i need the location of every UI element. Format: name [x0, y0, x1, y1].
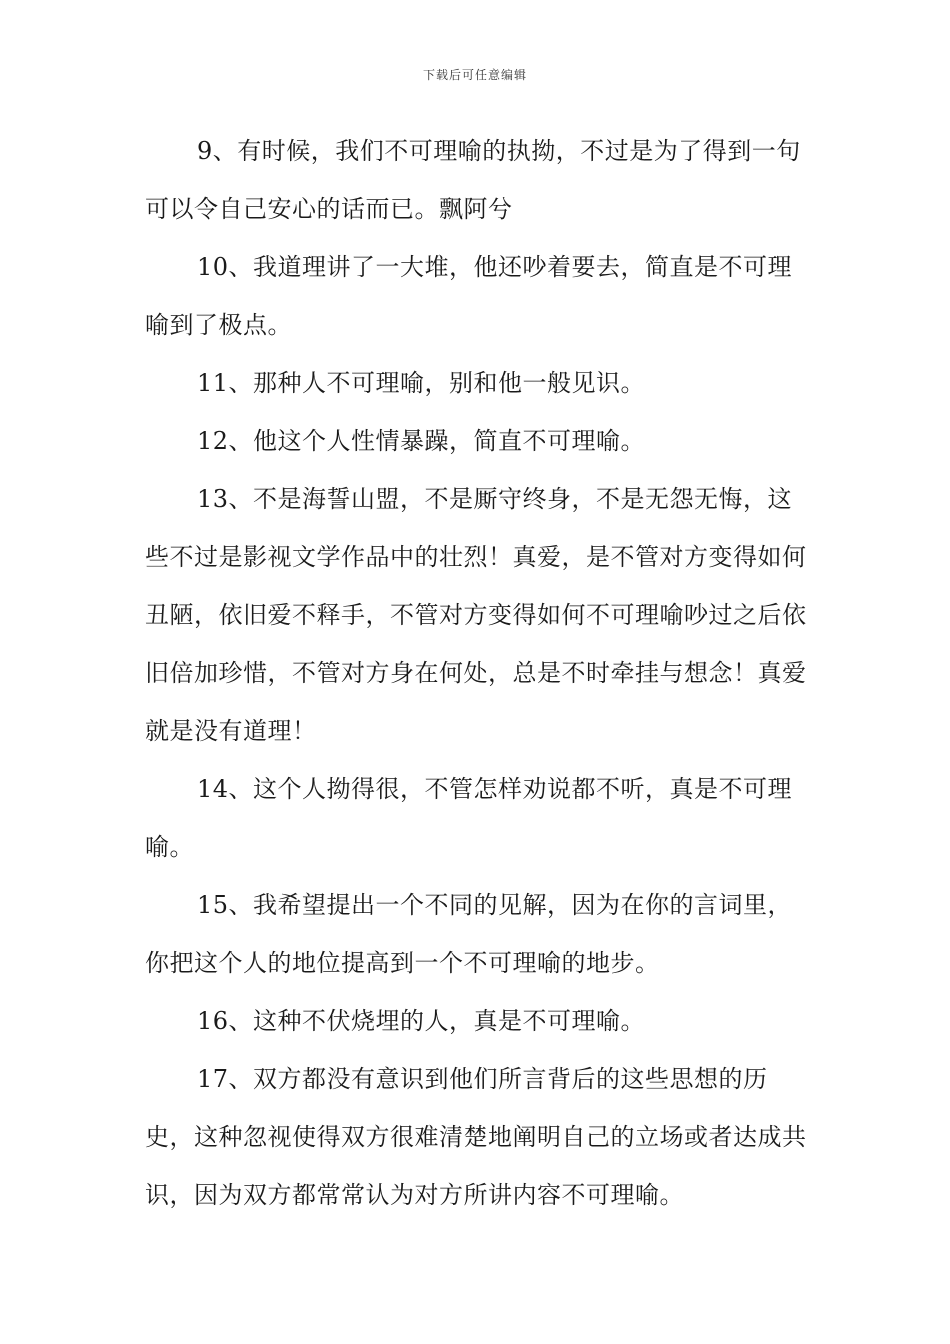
- document-body: [145, 122, 815, 1224]
- paragraph-17: 17、双方都没有意识到他们所言背后的这些思想的历史，这种忽视使得双方很难清楚地阐明自己的立场或者达成共识，因为双方都常常认为对方所讲内容不可理喻。: [145, 1065, 807, 1209]
- paragraph-13: 13、不是海誓山盟，不是厮守终身，不是无怨无悔，这些不过是影视文学作品中的壮烈！真爱，是不管对方变得如何丑陋，依旧爱不释手，不管对方变得如何不可理喻吵过之后依旧倍加珍惜，不管对方身在何处，总是不时牵挂与想念！真爱就是没有道理！: [145, 485, 807, 745]
- paragraph-12: 12、他这个人性情暴躁，简直不可理喻。: [197, 427, 646, 455]
- paragraph-15: 15、我希望提出一个不同的见解，因为在你的言词里，你把这个人的地位提高到一个不可理喻的地步。: [145, 891, 793, 977]
- paragraph-9: 9、有时候，我们不可理喻的执拗，不过是为了得到一句可以令自己安心的话而已。飘阿兮: [145, 137, 801, 223]
- paragraph-16: 16、这种不伏烧埋的人，真是不可理喻。: [197, 1007, 646, 1035]
- paragraph-10: 10、我道理讲了一大堆，他还吵着要去，简直是不可理喻到了极点。: [145, 253, 793, 339]
- paragraph-11: 11、那种人不可理喻，别和他一般见识。: [197, 369, 646, 397]
- paragraph-14: 14、这个人拗得很，不管怎样劝说都不听，真是不可理喻。: [145, 775, 793, 861]
- page-header: 下载后可任意编辑: [422, 68, 527, 82]
